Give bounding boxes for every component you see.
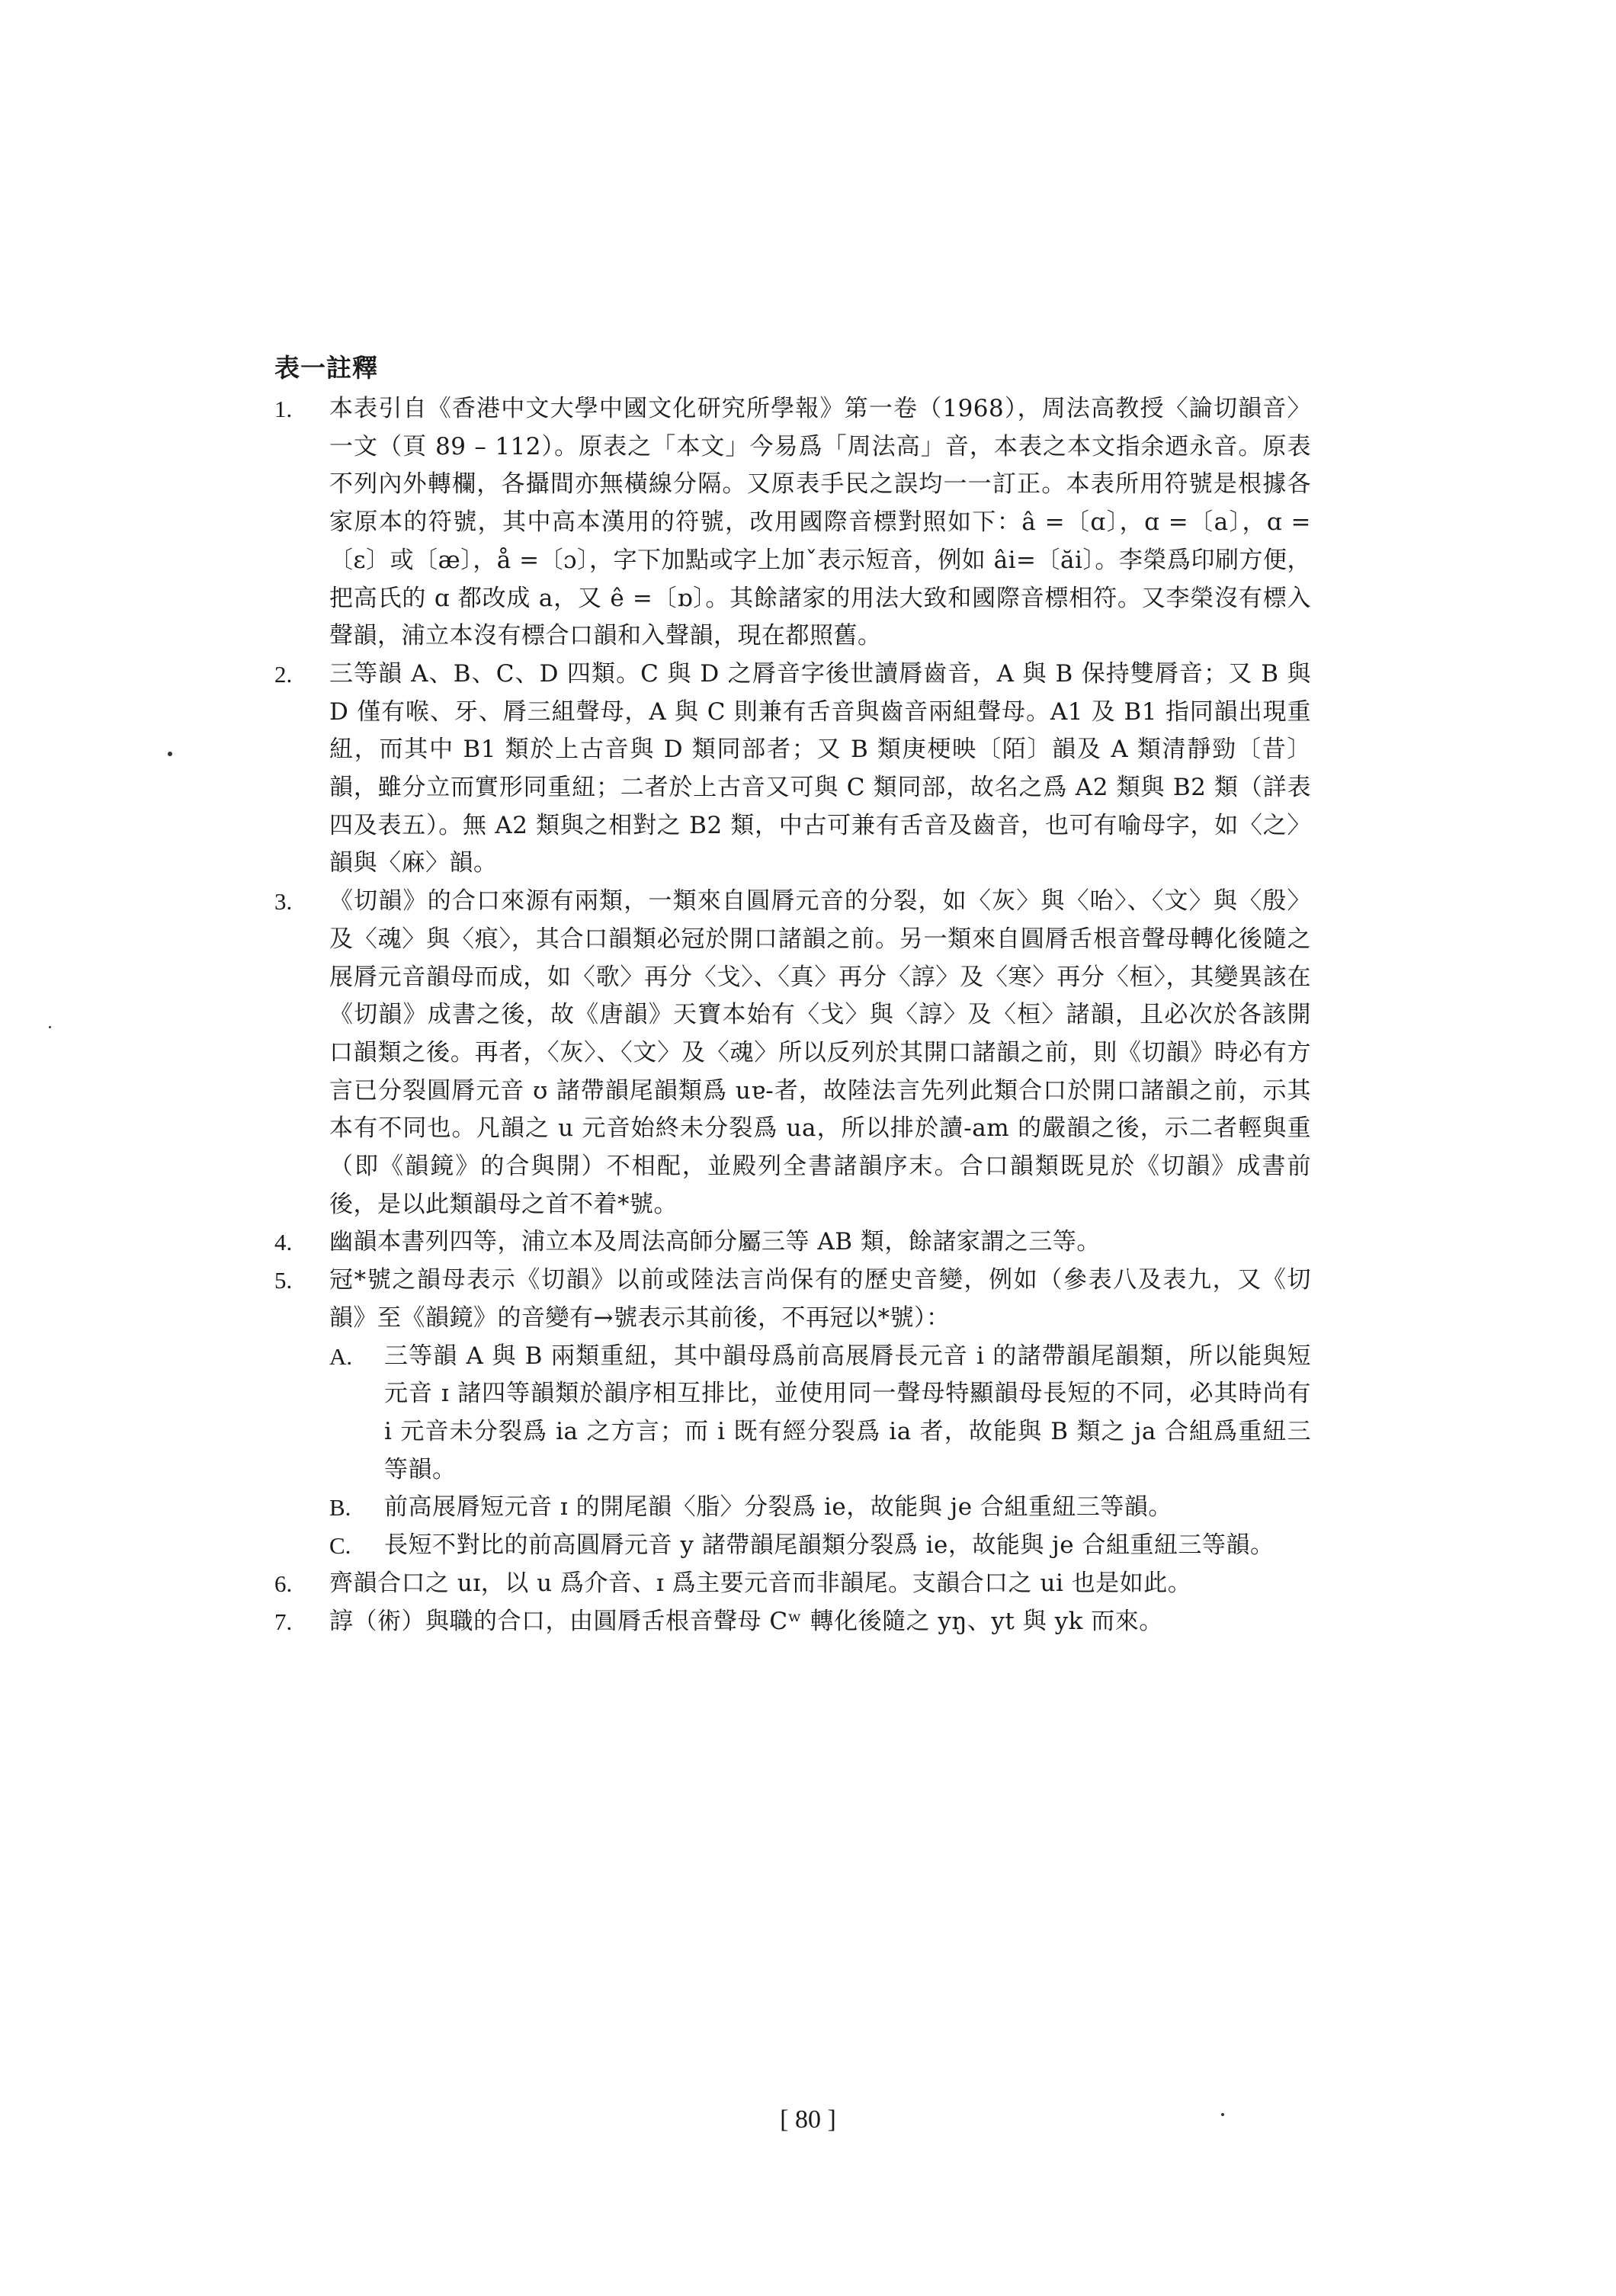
scan-speck [49,1026,51,1028]
page-number: [ 80 ] [780,2105,836,2134]
note-item [274,883,1311,1223]
notes-list [274,390,1311,1640]
notes-section [274,349,1311,1640]
subnotes-list [329,1338,1311,1565]
subnote-text: 長短不對比的前高圓脣元音 y 諸帶韻尾韻類分裂爲 ie，故能與 je 合組重紐三等韻。 [384,1531,1275,1560]
note-number: 1. [274,396,293,422]
note-text: 幽韻本書列四等，浦立本及周法高師分屬三等 AB 類，餘諸家謂之三等。 [329,1228,1101,1256]
note-number: 6. [274,1570,293,1597]
note-item [274,1603,1311,1641]
note-number: 2. [274,660,293,688]
subnote-item [329,1338,1311,1490]
subnote-letter: A. [329,1342,353,1370]
subnote-letter: C. [329,1532,351,1560]
subnote-text: 三等韻 A 與 B 兩類重紐，其中韻母爲前高展脣長元音 i 的諸帶韻尾韻類，所以能與短元音 ɪ 諸四等韻類於韻序相互排比，並使用同一聲母特顯韻母長短的不同，必其時尚有 i 元音未分裂爲 ia 之方言；而 i 既有經分裂爲 ia 者，故能與 B 類之 ja 合組爲重紐三等韻。 [384,1342,1311,1483]
note-number: 5. [274,1267,293,1294]
note-number: 7. [274,1608,293,1635]
note-item [274,1223,1311,1262]
note-text: 冠*號之韻母表示《切韻》以前或陸法言尚保有的歷史音變，例如（參表八及表九，又《切韻》至《韻鏡》的音變有→號表示其前後，不再冠以*號）： [329,1266,1311,1332]
note-item [274,656,1311,883]
subnote-item [329,1527,1311,1565]
note-item [274,1262,1311,1565]
note-number: 3. [274,888,293,916]
note-text: 諄（術）與職的合口，由圓脣舌根音聲母 Cʷ 轉化後隨之 yŋ、yt 與 yk 而來。 [329,1607,1163,1635]
note-item [274,390,1311,656]
note-text: 本表引自《香港中文大學中國文化研究所學報》第一卷（1968），周法高教授〈論切韻音〉一文（頁 89 – 112）。原表之「本文」今易爲「周法高」音，本表之本文指余迺永音。原表不列內外轉欄，各攝間亦無橫線分隔。又原表手民之誤均一一訂正。本表所用符號是根據各家原本的符號，其中高本漢用的符號，改用國際音標對照如下：â =〔ɑ〕，ɑ =〔a〕，ɑ =〔ɛ〕或〔æ〕，å =〔ɔ〕，字下加點或字上加ˇ表示短音，例如 âi=〔ăi〕。李榮爲印刷方便，把高氏的 ɑ 都改成 a，又 ê =〔ɒ〕。其餘諸家的用法大致和國際音標相符。又李榮沒有標入聲韻，浦立本沒有標合口韻和入聲韻，現在都照舊。 [329,395,1311,650]
subnote-letter: B. [329,1494,351,1522]
section-title: 表一註釋 [274,353,378,383]
subnote-item [329,1489,1311,1527]
note-text: 三等韻 A、B、C、D 四類。C 與 D 之脣音字後世讀脣齒音，A 與 B 保持雙脣音；又 B 與 D 僅有喉、牙、脣三組聲母，A 與 C 則兼有舌音與齒音兩組聲母。A1 及 B1 指同韻出現重紐，而其中 B1 類於上古音與 D 類同部者；又 B 類庚梗映〔陌〕韻及 A 類清靜勁〔昔〕韻，雖分立而實形同重紐；二者於上古音又可與 C 類同部，故名之爲 A2 類與 B2 類（詳表四及表五）。無 A2 類與之相對之 B2 類，中古可兼有舌音及齒音，也可有喻母字，如〈之〉韻與〈麻〉韻。 [329,659,1311,877]
scan-speck [1221,2113,1224,2116]
note-text: 《切韻》的合口來源有兩類，一類來自圓脣元音的分裂，如〈灰〉與〈咍〉、〈文〉與〈殷〉及〈魂〉與〈痕〉，其合口韻類必冠於開口諸韻之前。另一類來自圓脣舌根音聲母轉化後隨之展脣元音韻母而成，如〈歌〉再分〈戈〉、〈真〉再分〈諄〉及〈寒〉再分〈桓〉，其變異該在《切韻》成書之後，故《唐韻》天寶本始有〈戈〉與〈諄〉及〈桓〉諸韻，且必次於各該開口韻類之後。再者，〈灰〉、〈文〉及〈魂〉所以反列於其開口諸韻之前，則《切韻》時必有方言已分裂圓脣元音 ʊ 諸帶韻尾韻類爲 uɐ-者，故陸法言先列此類合口於開口諸韻之前，示其本有不同也。凡韻之 u 元音始終未分裂爲 ua，所以排於讀-am 的嚴韻之後，示二者輕與重（即《韻鏡》的合與開）不相配，並殿列全書諸韻序末。合口韻類既見於《切韻》成書前後，是以此類韻母之首不着*號。 [329,887,1311,1218]
subnote-text: 前高展脣短元音 ɪ 的開尾韻〈脂〉分裂爲 ie，故能與 je 合組重紐三等韻。 [384,1493,1172,1522]
note-text: 齊韻合口之 uɪ，以 u 爲介音、ɪ 爲主要元音而非韻尾。支韻合口之 ui 也是如此。 [329,1569,1192,1597]
note-number: 4. [274,1229,293,1256]
scan-speck [168,752,172,756]
note-item [274,1565,1311,1603]
